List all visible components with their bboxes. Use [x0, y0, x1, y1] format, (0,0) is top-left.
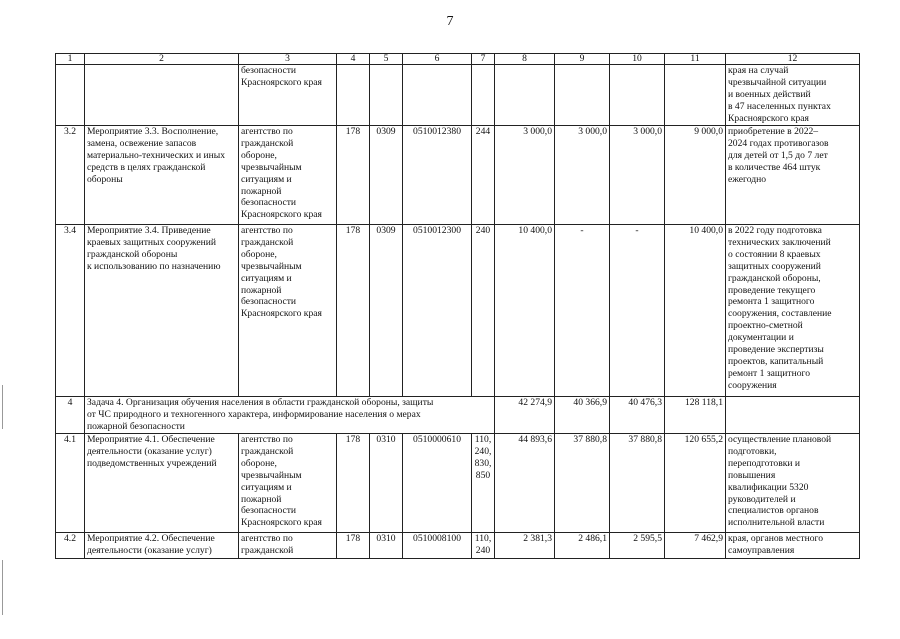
- text-line: чрезвычайным: [241, 260, 302, 272]
- col-header: 8: [495, 54, 555, 65]
- col-header: 10: [610, 54, 665, 65]
- text-line: 2024 годах противогазов: [728, 137, 829, 149]
- amount-2024: 3 000,0: [610, 126, 665, 225]
- table-row: [56, 126, 860, 225]
- amount-2024: -: [610, 225, 665, 397]
- text-line: повышения: [728, 469, 776, 481]
- target-article-code: 0510000610: [403, 434, 472, 533]
- table-row: [56, 533, 860, 559]
- text-line: агентство по: [241, 434, 293, 445]
- text-line: к использованию по назначению: [87, 260, 221, 272]
- expense-type-code: [472, 225, 495, 397]
- text-line: Мероприятие 3.4. Приведение: [87, 225, 211, 236]
- col-header: 1: [56, 54, 85, 65]
- amount-2023: -: [555, 225, 610, 397]
- amount-2023: 37 880,8: [555, 434, 610, 533]
- result-cell: [726, 533, 860, 559]
- grbs-code: 178: [337, 434, 370, 533]
- text-line: безопасности: [241, 296, 297, 308]
- executor-cell: [239, 533, 337, 559]
- row-number: 4.1: [56, 434, 85, 533]
- activity-cell: [85, 126, 239, 225]
- text-line: 240,: [474, 445, 492, 457]
- text-line: ежегодно: [728, 173, 767, 185]
- result-cell: [726, 434, 860, 533]
- table-row: [56, 65, 860, 126]
- text-line: технических заключений: [728, 236, 831, 248]
- executor-cell: [239, 65, 337, 126]
- text-line: 110,: [474, 434, 492, 445]
- text-line: Красноярского края: [241, 308, 322, 320]
- text-line: гражданской: [241, 544, 294, 556]
- table-row: [56, 225, 860, 397]
- activity-cell: [85, 533, 239, 559]
- text-line: ремонт 1 защитного: [728, 367, 811, 379]
- text-line: осуществление плановой: [728, 434, 832, 445]
- text-line: проведение текущего: [728, 284, 816, 296]
- grbs-code: 178: [337, 533, 370, 559]
- text-line: деятельности (оказание услуг): [87, 445, 212, 457]
- text-line: Мероприятие 4.2. Обеспечение: [87, 533, 215, 544]
- col-header: 2: [85, 54, 239, 65]
- text-line: безопасности: [241, 505, 297, 517]
- amount-total: 9 000,0: [665, 126, 726, 225]
- amount-2022: 10 400,0: [495, 225, 555, 397]
- text-line: для детей от 1,5 до 7 лет: [728, 149, 828, 161]
- text-line: защитных сооружений: [728, 260, 821, 272]
- expense-type-code: [472, 126, 495, 225]
- text-line: подведомственных учреждений: [87, 457, 217, 469]
- row-number: 4: [56, 397, 85, 434]
- text-line: Красноярского края: [241, 517, 322, 529]
- text-line: Мероприятие 4.1. Обеспечение: [87, 434, 215, 445]
- target-article-code: 0510012380: [403, 126, 472, 225]
- text-line: замена, освежение запасов: [87, 137, 197, 149]
- result-cell: [726, 126, 860, 225]
- column-number-row: [56, 54, 860, 65]
- text-line: 240: [475, 544, 491, 556]
- text-line: ситуациям и: [241, 481, 292, 493]
- text-line: руководителей и: [728, 493, 796, 505]
- text-line: Красноярского края: [241, 76, 322, 88]
- text-line: материально-технических и иных: [87, 149, 226, 161]
- text-line: и военных действий: [728, 88, 811, 100]
- table-row: [56, 434, 860, 533]
- text-line: ремонта 1 защитного: [728, 296, 815, 308]
- text-line: обороне,: [241, 149, 277, 161]
- text-line: края на случай: [728, 65, 789, 76]
- text-line: специалистов органов: [728, 505, 819, 517]
- col-header: 12: [726, 54, 860, 65]
- text-line: ситуациям и: [241, 173, 292, 185]
- text-line: чрезвычайным: [241, 469, 302, 481]
- text-line: средств в целях гражданской: [87, 161, 206, 173]
- text-line: Задача 4. Организация обучения населения в области гражданской обороны, защиты: [87, 397, 434, 408]
- section-code: 0310: [370, 533, 403, 559]
- amount-total: 10 400,0: [665, 225, 726, 397]
- text-line: безопасности: [241, 197, 297, 209]
- grbs-code: 178: [337, 225, 370, 397]
- text-line: от ЧС природного и техногенного характера, информирование населения о мерах: [87, 408, 421, 420]
- col-header: 11: [665, 54, 726, 65]
- amount-total: 120 655,2: [665, 434, 726, 533]
- text-line: в количестве 464 штук: [728, 161, 821, 173]
- executor-cell: [239, 126, 337, 225]
- expense-type-code: [472, 533, 495, 559]
- section-code: 0310: [370, 434, 403, 533]
- col-header: 7: [472, 54, 495, 65]
- text-line: подготовки,: [728, 445, 777, 457]
- amount-2024: 37 880,8: [610, 434, 665, 533]
- text-line: сооружения, составление: [728, 308, 832, 320]
- text-line: чрезвычайным: [241, 161, 302, 173]
- amount-2023: 2 486,1: [555, 533, 610, 559]
- table-row: [56, 397, 860, 434]
- text-line: документации и: [728, 332, 794, 344]
- result-cell: [726, 225, 860, 397]
- target-article-code: 0510008100: [403, 533, 472, 559]
- text-line: проведение экспертизы: [728, 344, 824, 356]
- activity-cell: [85, 225, 239, 397]
- amount-2023: 3 000,0: [555, 126, 610, 225]
- text-line: гражданской: [241, 445, 294, 457]
- col-header: 9: [555, 54, 610, 65]
- text-line: самоуправления: [728, 544, 795, 556]
- text-line: Красноярского края: [241, 209, 322, 221]
- text-line: гражданской: [241, 236, 294, 248]
- text-line: приобретение в 2022–: [728, 126, 819, 137]
- text-line: 850: [475, 469, 491, 481]
- text-line: 240: [475, 225, 491, 236]
- task-cell: [85, 397, 495, 434]
- text-line: гражданской обороны,: [728, 272, 821, 284]
- section-code: 0309: [370, 225, 403, 397]
- amount-2022: 44 893,6: [495, 434, 555, 533]
- text-line: проектов, капитальный: [728, 355, 824, 367]
- text-line: 830,: [474, 457, 492, 469]
- section-code: 0309: [370, 126, 403, 225]
- result-cell: [726, 397, 860, 434]
- row-number: 3.4: [56, 225, 85, 397]
- text-line: 110,: [474, 533, 492, 544]
- text-line: переподготовки и: [728, 457, 801, 469]
- amount-total: 128 118,1: [665, 397, 726, 434]
- amount-2022: 2 381,3: [495, 533, 555, 559]
- col-header: 5: [370, 54, 403, 65]
- text-line: агентство по: [241, 225, 293, 236]
- scan-margin-line: [2, 385, 3, 429]
- text-line: квалификации 5320: [728, 481, 809, 493]
- text-line: гражданской: [241, 137, 294, 149]
- amount-2022: 3 000,0: [495, 126, 555, 225]
- text-line: 244: [475, 126, 491, 137]
- text-line: сооружения: [728, 379, 777, 391]
- executor-cell: [239, 434, 337, 533]
- text-line: агентство по: [241, 126, 293, 137]
- text-line: безопасности: [241, 65, 297, 76]
- result-cell: [726, 65, 860, 126]
- text-line: обороне,: [241, 457, 277, 469]
- text-line: обороне,: [241, 248, 277, 260]
- amount-total: 7 462,9: [665, 533, 726, 559]
- text-line: чрезвычайной ситуации: [728, 76, 827, 88]
- scan-margin-line: [2, 560, 3, 615]
- amount-2023: 40 366,9: [555, 397, 610, 434]
- col-header: 3: [239, 54, 337, 65]
- page-number: 7: [446, 14, 454, 29]
- col-header: 6: [403, 54, 472, 65]
- amount-2024: 2 595,5: [610, 533, 665, 559]
- text-line: пожарной безопасности: [87, 420, 185, 432]
- executor-cell: [239, 225, 337, 397]
- text-line: края, органов местного: [728, 533, 824, 544]
- text-line: обороны: [87, 173, 123, 185]
- text-line: Мероприятие 3.3. Восполнение,: [87, 126, 219, 137]
- grbs-code: 178: [337, 126, 370, 225]
- target-article-code: 0510012300: [403, 225, 472, 397]
- text-line: Красноярского края: [728, 112, 809, 124]
- text-line: в 47 населенных пунктах: [728, 100, 831, 112]
- text-line: гражданской обороны: [87, 248, 178, 260]
- text-line: в 2022 году подготовка: [728, 225, 822, 236]
- text-line: пожарной: [241, 185, 282, 197]
- text-line: ситуациям и: [241, 272, 292, 284]
- activity-cell: [85, 434, 239, 533]
- text-line: о состоянии 8 краевых: [728, 248, 821, 260]
- text-line: проектно-сметной: [728, 320, 803, 332]
- text-line: краевых защитных сооружений: [87, 236, 217, 248]
- text-line: пожарной: [241, 284, 282, 296]
- amount-2024: 40 476,3: [610, 397, 665, 434]
- amount-2022: 42 274,9: [495, 397, 555, 434]
- program-table: [55, 53, 860, 559]
- expense-type-code: [472, 434, 495, 533]
- text-line: агентство по: [241, 533, 293, 544]
- row-number: 3.2: [56, 126, 85, 225]
- col-header: 4: [337, 54, 370, 65]
- text-line: деятельности (оказание услуг): [87, 544, 212, 556]
- row-number: 4.2: [56, 533, 85, 559]
- text-line: пожарной: [241, 493, 282, 505]
- text-line: исполнительной власти: [728, 517, 825, 529]
